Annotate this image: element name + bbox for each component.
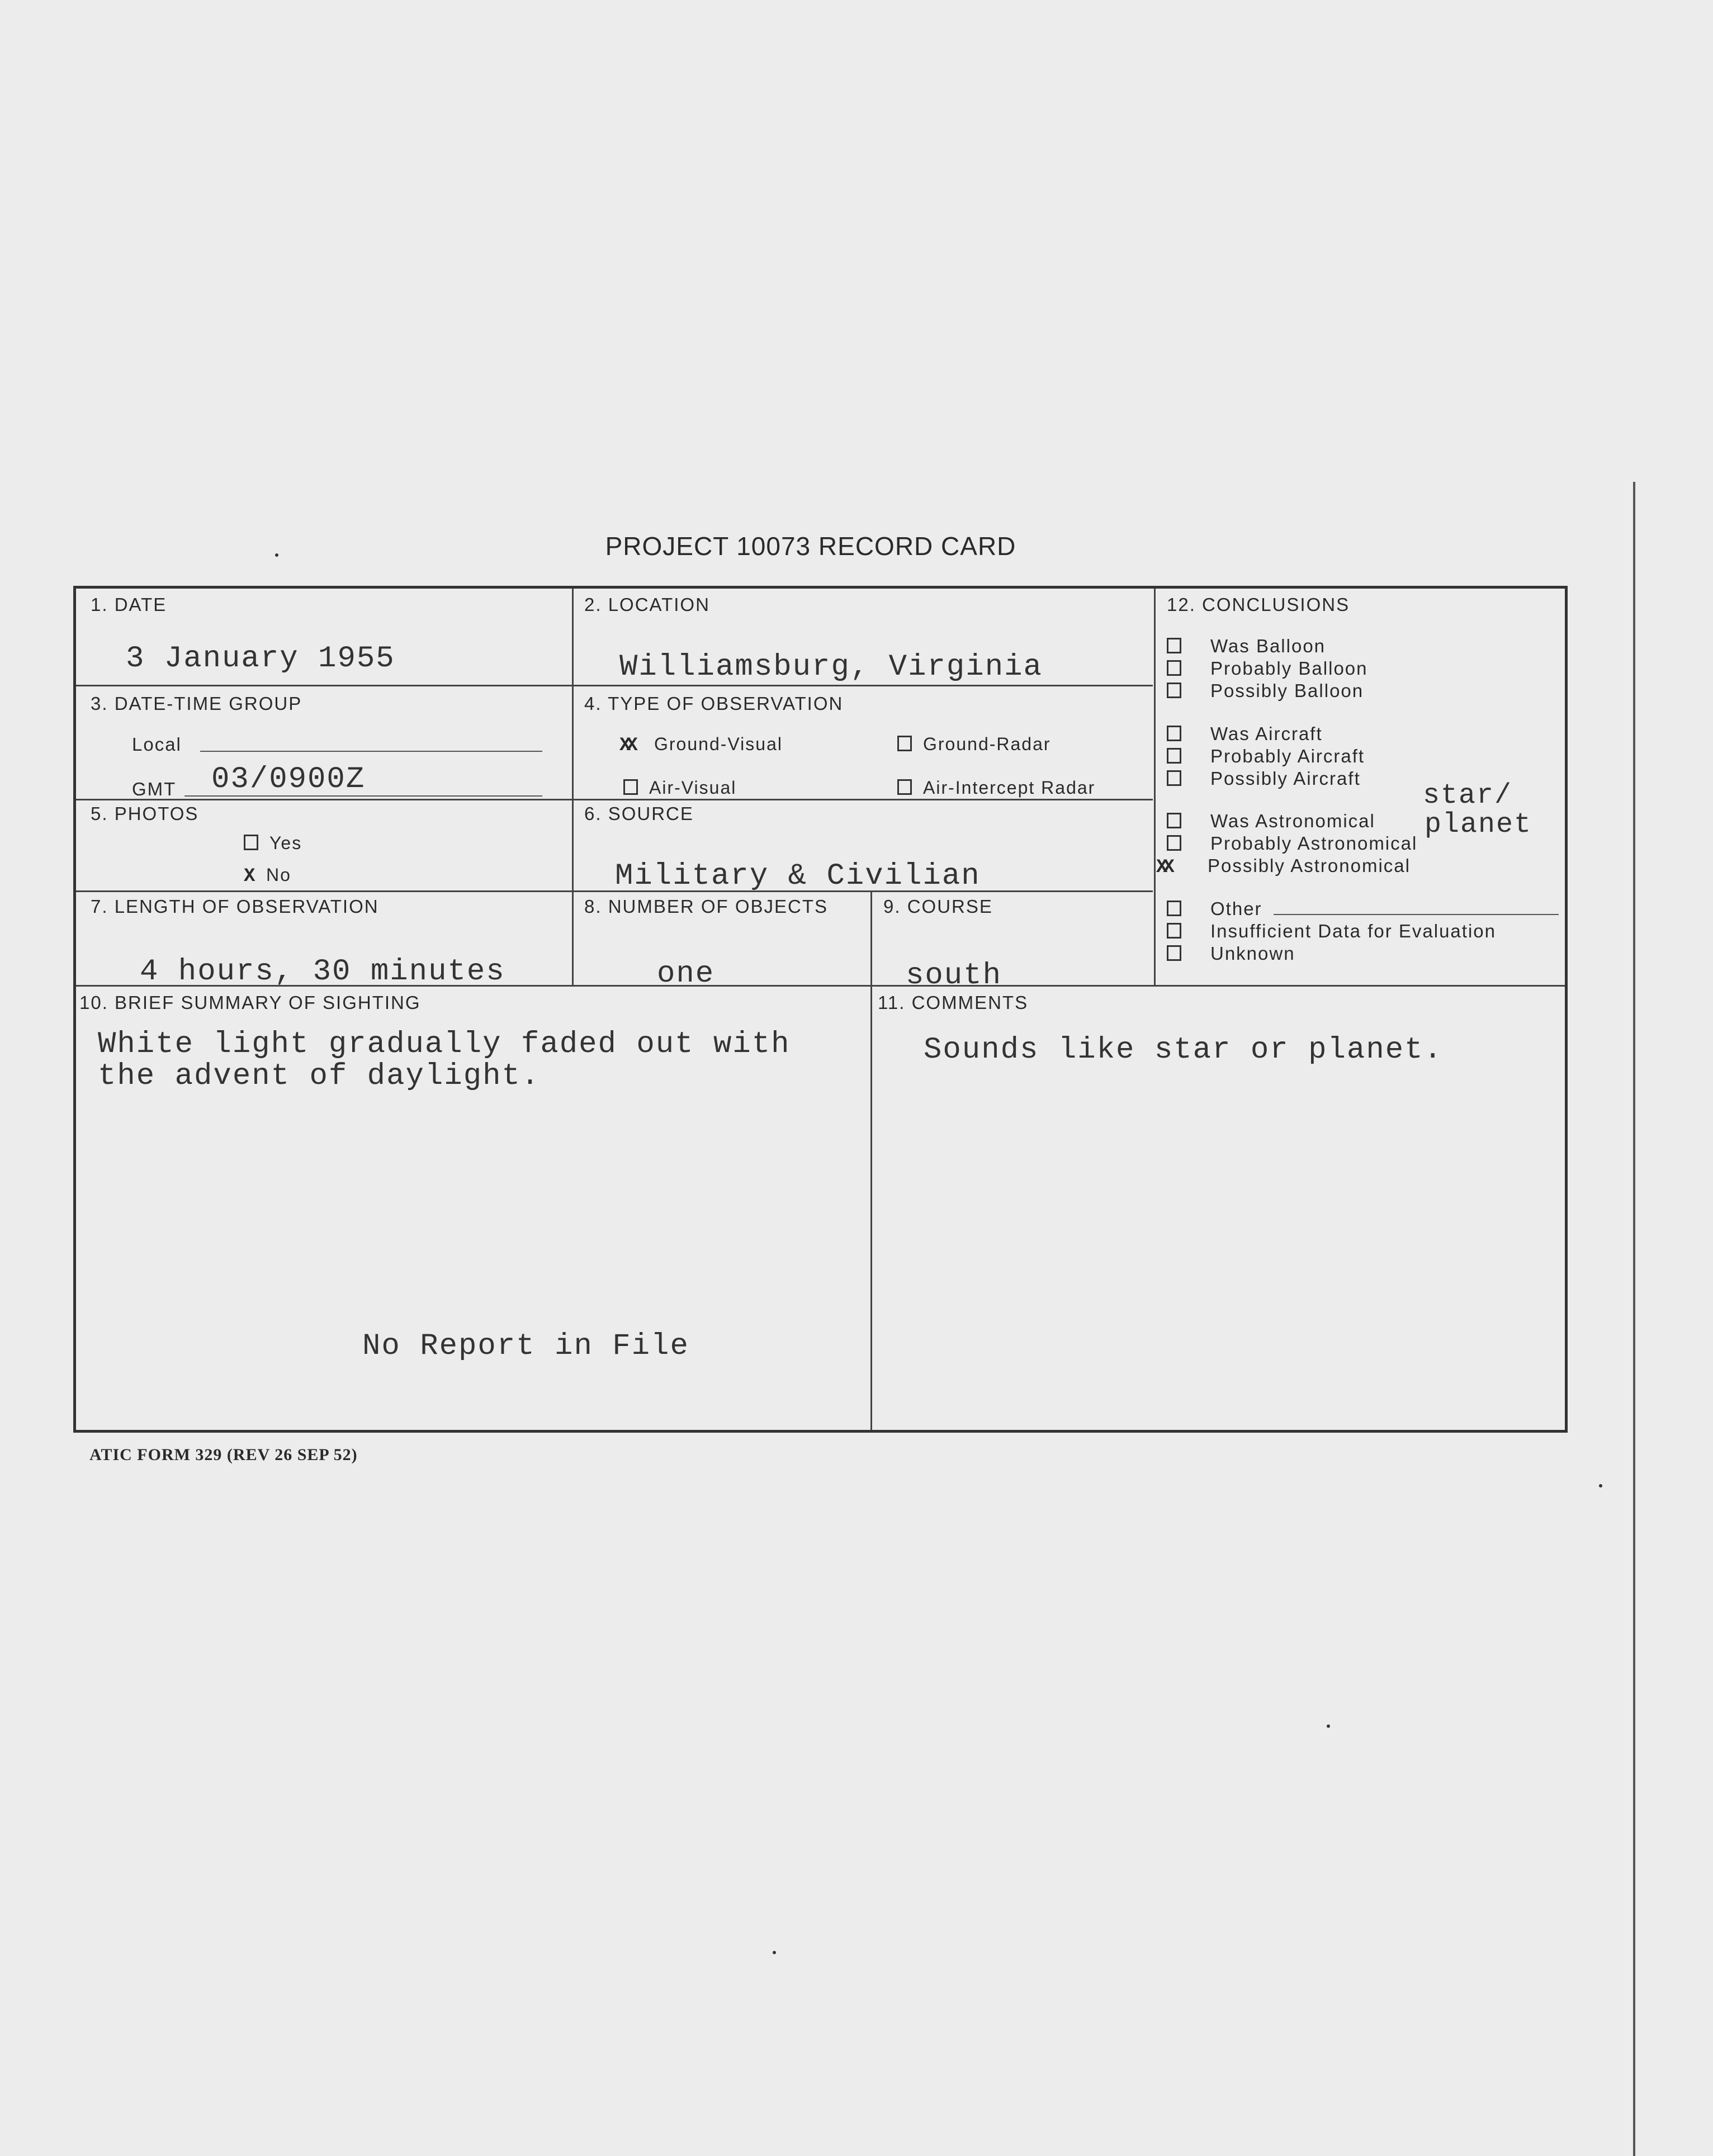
divider — [572, 589, 574, 985]
checkbox-icon — [244, 835, 258, 850]
option-air-intercept — [897, 778, 1095, 798]
scan-speck — [773, 1951, 776, 1954]
other-field-line — [1274, 914, 1559, 915]
air-visual-label: Air-Visual — [649, 778, 737, 798]
checkbox-icon — [1167, 901, 1181, 916]
conclusion-label: Insufficient Data for Evaluation — [1210, 921, 1496, 941]
location-label: 2. LOCATION — [584, 594, 710, 615]
conclusion-label: Unknown — [1210, 943, 1295, 964]
conclusion-label: Was Astronomical — [1210, 811, 1375, 831]
divider — [76, 890, 1153, 892]
conclusion-item — [1167, 746, 1365, 767]
conclusion-label: Was Balloon — [1210, 636, 1326, 656]
dtg-label: 3. DATE-TIME GROUP — [91, 693, 302, 714]
source-label: 6. SOURCE — [584, 803, 694, 824]
checkbox-icon — [897, 736, 912, 751]
ground-radar-label: Ground-Radar — [923, 734, 1051, 754]
summary-line-2: the advent of daylight. — [98, 1059, 541, 1093]
conclusion-item — [1167, 680, 1364, 702]
scan-edge-line — [1633, 482, 1635, 2156]
conclusion-item — [1167, 921, 1496, 942]
date-label: 1. DATE — [91, 594, 167, 615]
conclusion-item — [1167, 658, 1368, 679]
option-ground-visual — [619, 734, 783, 756]
conclusion-label: Possibly Balloon — [1210, 680, 1364, 701]
checkbox-icon — [1167, 813, 1181, 828]
photos-label: 5. PHOTOS — [91, 803, 199, 824]
annotation-line-2: planet — [1425, 809, 1532, 841]
conclusion-item — [1167, 768, 1361, 789]
conclusion-label: Possibly Astronomical — [1208, 855, 1411, 876]
conclusions-label: 12. CONCLUSIONS — [1167, 594, 1350, 615]
card-title: PROJECT 10073 RECORD CARD — [605, 532, 1016, 561]
conclusion-item — [1167, 943, 1295, 964]
divider — [76, 799, 1153, 800]
checkbox-icon — [1167, 945, 1181, 961]
summary-label: 10. BRIEF SUMMARY OF SIGHTING — [79, 992, 421, 1013]
annotation-line-1: star/ — [1423, 780, 1513, 812]
photos-no-label: No — [266, 865, 291, 885]
checkbox-icon — [1167, 660, 1181, 676]
summary-line-1: White light gradually faded out with — [98, 1027, 791, 1062]
scan-speck — [275, 553, 278, 557]
gmt-label: GMT — [132, 779, 177, 799]
photos-yes — [244, 833, 302, 854]
conclusion-label: Probably Balloon — [1210, 658, 1368, 679]
gmt-field-line — [184, 795, 542, 797]
conclusion-label: Probably Aircraft — [1210, 746, 1365, 766]
length-label: 7. LENGTH OF OBSERVATION — [91, 896, 379, 917]
gmt-value: 03/0900Z — [211, 762, 366, 797]
form-number: ATIC FORM 329 (REV 26 SEP 52) — [89, 1446, 358, 1464]
local-field-line — [200, 751, 542, 752]
ground-visual-label: Ground-Visual — [654, 734, 783, 754]
checkbox-icon — [1167, 683, 1181, 698]
divider — [1154, 589, 1156, 985]
checkbox-icon — [1167, 835, 1181, 851]
conclusion-label: Possibly Aircraft — [1210, 768, 1361, 789]
source-value: Military & Civilian — [615, 859, 981, 893]
checkbox-icon — [897, 779, 912, 795]
objects-label: 8. NUMBER OF OBJECTS — [584, 896, 829, 917]
conclusion-item — [1167, 636, 1326, 657]
conclusion-item-checked — [1156, 855, 1411, 878]
checked-mark: XX — [619, 735, 633, 756]
option-ground-radar — [897, 734, 1051, 755]
comments-value: Sounds like star or planet. — [924, 1033, 1443, 1067]
conclusion-item — [1167, 723, 1323, 745]
conclusion-item — [1167, 811, 1375, 832]
checked-mark: X — [244, 866, 251, 887]
checkbox-icon — [1167, 638, 1181, 653]
objects-value: one — [657, 957, 715, 991]
checkbox-icon — [623, 779, 638, 795]
checkbox-icon — [1167, 726, 1181, 741]
comments-label: 11. COMMENTS — [878, 992, 1029, 1013]
conclusion-label: Was Aircraft — [1210, 723, 1323, 744]
checkbox-icon — [1167, 748, 1181, 764]
local-label: Local — [132, 734, 182, 755]
option-air-visual — [623, 778, 736, 798]
photos-no — [244, 865, 291, 887]
divider — [76, 685, 1153, 686]
conclusion-label: Other — [1210, 898, 1262, 919]
location-value: Williamsburg, Virginia — [619, 650, 1043, 684]
observation-type-label: 4. TYPE OF OBSERVATION — [584, 693, 844, 714]
conclusion-item — [1167, 898, 1262, 920]
divider — [870, 890, 872, 1430]
length-value: 4 hours, 30 minutes — [140, 955, 505, 989]
photos-yes-label: Yes — [269, 833, 302, 853]
checkbox-icon — [1167, 923, 1181, 939]
conclusion-label: Probably Astronomical — [1210, 833, 1418, 854]
scan-speck — [1327, 1724, 1330, 1728]
checkbox-icon — [1167, 770, 1181, 786]
checked-mark: XX — [1156, 857, 1170, 878]
air-intercept-label: Air-Intercept Radar — [923, 778, 1096, 798]
conclusion-item — [1167, 833, 1417, 854]
scan-speck — [1599, 1484, 1602, 1487]
date-value: 3 January 1955 — [126, 642, 395, 676]
course-label: 9. COURSE — [883, 896, 993, 917]
no-report-note: No Report in File — [362, 1329, 689, 1363]
course-value: south — [906, 959, 1002, 993]
